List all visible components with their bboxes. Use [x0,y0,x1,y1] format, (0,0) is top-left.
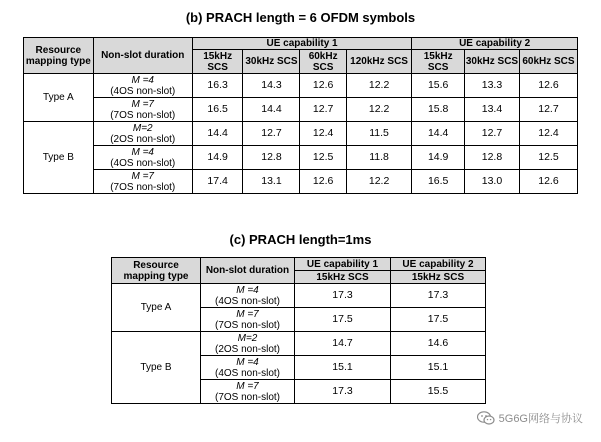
duration-m: M =7 [131,98,154,110]
value-cell: 12.7 [300,98,346,122]
duration-os: (4OS non-slot) [110,157,176,169]
value-cell: 12.2 [346,74,411,98]
value-cell: 12.8 [465,146,520,170]
value-cell: 13.3 [465,74,520,98]
duration-m: M =7 [131,170,154,182]
table-c-title: (c) PRACH length=1ms [229,232,372,247]
value-cell: 12.6 [519,74,577,98]
value-cell: 12.5 [300,146,346,170]
value-cell: 14.4 [412,122,465,146]
value-cell: 15.8 [412,98,465,122]
duration-os: (2OS non-slot) [110,133,176,145]
value-cell: 15.6 [412,74,465,98]
value-cell: 17.4 [192,170,243,194]
header-scs: 15kHz SCS [295,271,391,284]
mapping-type-cell: Type B [112,332,201,404]
duration-cell [93,146,192,170]
duration-cell [93,122,192,146]
table-row [24,74,578,98]
table-row [24,170,578,194]
duration-os: (4OS non-slot) [110,85,176,97]
header-scs: 30kHz SCS [243,50,300,74]
header-scs: 15kHz SCS [192,50,243,74]
value-cell: 12.7 [465,122,520,146]
duration-os: (4OS non-slot) [214,367,281,379]
value-cell: 13.4 [465,98,520,122]
duration-os: (7OS non-slot) [214,319,281,331]
duration-m: M =4 [131,74,154,86]
value-cell: 14.9 [412,146,465,170]
value-cell: 14.6 [391,332,486,356]
value-cell: 12.7 [519,98,577,122]
header-scs: 15kHz SCS [391,271,486,284]
watermark-text: 5G6G网络与协议 [498,413,583,425]
duration-cell [201,356,295,380]
table-row [112,332,486,356]
table-row [24,98,578,122]
value-cell: 17.3 [391,284,486,308]
value-cell: 13.1 [243,170,300,194]
value-cell: 15.5 [391,380,486,404]
duration-m: M =7 [236,308,259,320]
duration-m: M =7 [236,380,259,392]
duration-cell [93,170,192,194]
duration-cell [201,332,295,356]
value-cell: 14.3 [243,74,300,98]
table-row [112,284,486,308]
duration-cell [201,380,295,404]
value-cell: 11.5 [346,122,411,146]
header-mapping-type: Resource mapping type [24,38,94,74]
mapping-type-cell: Type B [24,122,94,194]
value-cell: 16.3 [192,74,243,98]
value-cell: 17.3 [295,284,391,308]
duration-cell [201,308,295,332]
value-cell: 15.1 [295,356,391,380]
prach-1ms-table [111,257,486,404]
mapping-type-cell: Type A [112,284,201,332]
value-cell: 12.4 [519,122,577,146]
duration-os: (7OS non-slot) [214,391,281,403]
header-ue-capability-2: UE capability 2 [391,258,486,271]
duration-cell [201,284,295,308]
value-cell: 14.9 [192,146,243,170]
table-b-title: (b) PRACH length = 6 OFDM symbols [185,10,416,25]
duration-os: (2OS non-slot) [214,343,281,355]
header-scs: 15kHz SCS [412,50,465,74]
value-cell: 17.5 [295,308,391,332]
value-cell: 12.4 [300,122,346,146]
duration-cell [93,98,192,122]
duration-m: M =4 [236,284,259,296]
value-cell: 14.4 [243,98,300,122]
duration-m: M=2 [132,122,153,134]
duration-os: (4OS non-slot) [214,295,281,307]
duration-os: (7OS non-slot) [110,181,176,193]
duration-cell [93,74,192,98]
value-cell: 16.5 [192,98,243,122]
table-row [24,146,578,170]
value-cell: 12.2 [346,170,411,194]
mapping-type-cell: Type A [24,74,94,122]
value-cell: 16.5 [412,170,465,194]
value-cell: 12.6 [519,170,577,194]
duration-m: M =4 [131,146,154,158]
duration-m: M=2 [237,332,258,344]
value-cell: 12.2 [346,98,411,122]
value-cell: 14.7 [295,332,391,356]
value-cell: 14.4 [192,122,243,146]
value-cell: 15.1 [391,356,486,380]
header-non-slot-duration: Non-slot duration [201,258,295,284]
header-scs: 120kHz SCS [346,50,411,74]
value-cell: 12.7 [243,122,300,146]
header-non-slot-duration: Non-slot duration [93,38,192,74]
table-row [24,122,578,146]
header-scs: 60kHz SCS [300,50,346,74]
value-cell: 11.8 [346,146,411,170]
duration-m: M =4 [236,356,259,368]
header-ue-capability-1: UE capability 1 [295,258,391,271]
header-scs: 60kHz SCS [519,50,577,74]
header-scs: 30kHz SCS [465,50,520,74]
header-ue-capability-1: UE capability 1 [192,38,411,50]
value-cell: 12.6 [300,74,346,98]
value-cell: 17.3 [295,380,391,404]
value-cell: 13.0 [465,170,520,194]
header-mapping-type: Resource mapping type [112,258,201,284]
value-cell: 12.5 [519,146,577,170]
duration-os: (7OS non-slot) [110,109,176,121]
value-cell: 12.8 [243,146,300,170]
prach-6-ofdm-table [23,37,578,194]
header-ue-capability-2: UE capability 2 [412,38,578,50]
value-cell: 17.5 [391,308,486,332]
watermark [477,410,583,426]
value-cell: 12.6 [300,170,346,194]
wechat-icon [477,411,495,425]
